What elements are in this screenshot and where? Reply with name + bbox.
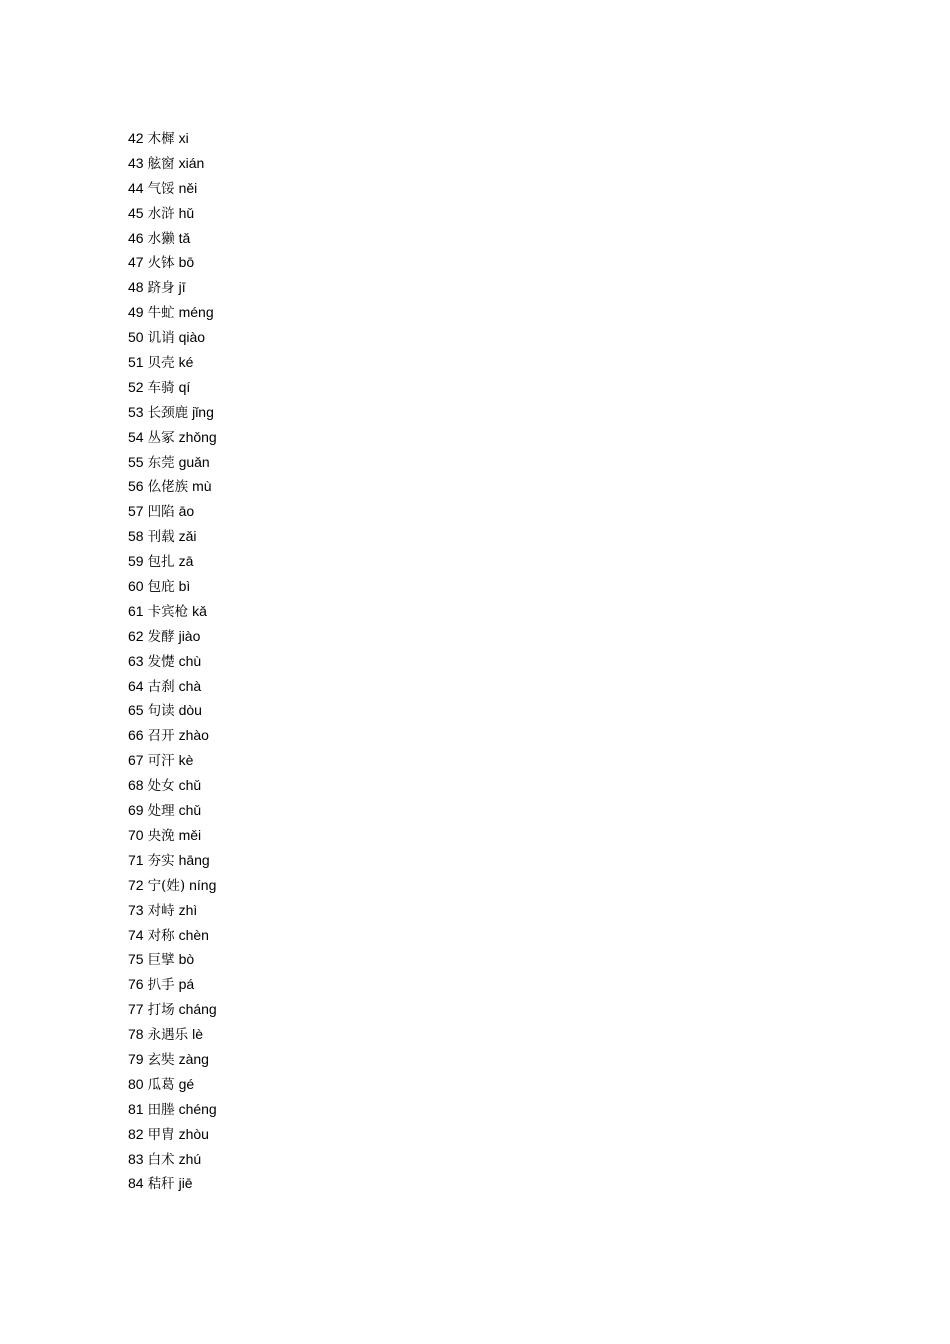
entry-pinyin: qí xyxy=(178,378,191,395)
entry-number: 61 xyxy=(128,602,144,619)
list-item xyxy=(128,947,217,972)
entry-pinyin: zhòu xyxy=(178,1125,209,1142)
entry-word: 包扎 xyxy=(147,554,175,571)
list-item xyxy=(128,201,217,226)
entry-pinyin: chà xyxy=(178,677,202,694)
list-item xyxy=(128,226,217,251)
entry-word: 水獭 xyxy=(147,230,175,247)
entry-number: 57 xyxy=(128,503,144,520)
entry-pinyin: zhì xyxy=(178,901,198,918)
entry-pinyin: jǐng xyxy=(192,403,214,420)
entry-pinyin: chǔ xyxy=(178,802,202,819)
entry-word: 央浼 xyxy=(147,827,175,844)
entry-number: 60 xyxy=(128,578,144,595)
entry-word: 刊载 xyxy=(147,529,175,546)
entry-word: 跻身 xyxy=(147,280,175,297)
entry-word: 召开 xyxy=(147,728,175,745)
entry-pinyin: āo xyxy=(178,503,195,520)
entry-number: 47 xyxy=(128,254,144,271)
entry-pinyin: chèn xyxy=(178,926,209,943)
list-item xyxy=(128,898,217,923)
entry-word: 秸秆 xyxy=(147,1176,175,1193)
entry-pinyin: gé xyxy=(178,1075,195,1092)
entry-word: 包庇 xyxy=(147,579,175,596)
entry-pinyin: cháng xyxy=(178,1001,217,1018)
entry-word: 水浒 xyxy=(147,205,175,222)
entry-word: 木樨 xyxy=(147,131,175,147)
entry-number: 72 xyxy=(128,876,144,893)
list-item xyxy=(128,325,217,350)
entry-pinyin: tǎ xyxy=(178,229,191,246)
entry-word: 处理 xyxy=(147,803,175,820)
entry-number: 44 xyxy=(128,179,144,196)
entry-number: 59 xyxy=(128,553,144,570)
list-item xyxy=(128,1171,217,1196)
entry-number: 70 xyxy=(128,826,144,843)
entry-pinyin: hāng xyxy=(178,851,210,868)
entry-number: 77 xyxy=(128,1001,144,1018)
list-item xyxy=(128,723,217,748)
list-item xyxy=(128,524,217,549)
entry-number: 84 xyxy=(128,1175,144,1192)
entry-number: 64 xyxy=(128,677,144,694)
list-item xyxy=(128,300,217,325)
list-item xyxy=(128,873,217,898)
entry-pinyin: zhào xyxy=(178,727,209,744)
list-item xyxy=(128,499,217,524)
entry-number: 49 xyxy=(128,304,144,321)
entry-word: 巨擘 xyxy=(147,952,175,969)
entry-word: 舷窗 xyxy=(147,155,175,172)
entry-pinyin: bì xyxy=(178,578,191,595)
entry-pinyin: hǔ xyxy=(178,204,195,221)
entry-pinyin: chéng xyxy=(178,1100,217,1117)
list-item xyxy=(128,674,217,699)
entry-number: 55 xyxy=(128,453,144,470)
entry-pinyin: lè xyxy=(192,1026,203,1043)
list-item xyxy=(128,151,217,176)
entry-word: 丛冢 xyxy=(147,429,175,446)
entry-pinyin: mù xyxy=(192,478,212,495)
entry-pinyin: bò xyxy=(178,951,195,968)
entry-word: 火钵 xyxy=(147,255,175,272)
entry-word: 东莞 xyxy=(147,454,175,471)
entry-number: 63 xyxy=(128,652,144,669)
entry-number: 50 xyxy=(128,329,144,346)
entry-word: 发酵 xyxy=(147,628,175,645)
entry-pinyin: zhǒng xyxy=(178,428,217,445)
entry-pinyin: zàng xyxy=(178,1050,209,1067)
entry-pinyin: guǎn xyxy=(178,453,210,470)
list-item xyxy=(128,748,217,773)
list-item xyxy=(128,425,217,450)
list-item xyxy=(128,474,217,499)
entry-number: 79 xyxy=(128,1050,144,1067)
entry-pinyin: xi xyxy=(178,130,189,146)
entry-word: 对峙 xyxy=(147,902,175,919)
entry-pinyin: chù xyxy=(178,652,202,669)
list-item xyxy=(128,450,217,475)
entry-number: 43 xyxy=(128,154,144,171)
list-item xyxy=(128,1047,217,1072)
entry-number: 78 xyxy=(128,1026,144,1043)
list-item xyxy=(128,250,217,275)
entry-number: 56 xyxy=(128,478,144,495)
list-item xyxy=(128,574,217,599)
entry-word: 发憷 xyxy=(147,653,175,670)
list-item xyxy=(128,798,217,823)
entry-word: 可汗 xyxy=(147,753,175,770)
entry-word: 卡宾枪 xyxy=(147,603,189,620)
entry-pinyin: chǔ xyxy=(178,777,202,794)
entry-number: 71 xyxy=(128,851,144,868)
list-item xyxy=(128,698,217,723)
entry-number: 69 xyxy=(128,802,144,819)
entry-number: 83 xyxy=(128,1150,144,1167)
entry-pinyin: níng xyxy=(189,876,217,893)
list-item xyxy=(128,599,217,624)
list-item xyxy=(128,624,217,649)
entry-pinyin: jī xyxy=(178,279,186,296)
entry-word: 处女 xyxy=(147,778,175,795)
entry-number: 68 xyxy=(128,777,144,794)
entry-pinyin: ké xyxy=(178,354,194,371)
entry-word: 瓜葛 xyxy=(147,1076,175,1093)
entry-word: 夯实 xyxy=(147,852,175,869)
list-item xyxy=(128,923,217,948)
entry-number: 52 xyxy=(128,378,144,395)
entry-word: 玄奘 xyxy=(147,1051,175,1068)
entry-number: 48 xyxy=(128,279,144,296)
list-item xyxy=(128,649,217,674)
entry-word: 讥诮 xyxy=(147,330,175,347)
entry-number: 76 xyxy=(128,976,144,993)
entry-number: 67 xyxy=(128,752,144,769)
entry-number: 46 xyxy=(128,229,144,246)
pronunciation-list xyxy=(128,126,217,1196)
list-item xyxy=(128,275,217,300)
entry-pinyin: xián xyxy=(178,154,205,171)
entry-word: 田塍 xyxy=(147,1101,175,1118)
entry-number: 80 xyxy=(128,1075,144,1092)
list-item xyxy=(128,848,217,873)
entry-pinyin: kǎ xyxy=(192,602,207,619)
entry-pinyin: zā xyxy=(178,553,194,570)
entry-pinyin: měi xyxy=(178,826,202,843)
entry-word: 牛虻 xyxy=(147,305,175,322)
entry-pinyin: dòu xyxy=(178,702,202,719)
list-item xyxy=(128,1122,217,1147)
entry-number: 81 xyxy=(128,1100,144,1117)
entry-word: 句读 xyxy=(147,703,175,720)
entry-word: 凹陷 xyxy=(147,504,175,521)
entry-word: 长颈鹿 xyxy=(147,404,189,421)
entry-word: 甲胄 xyxy=(147,1126,175,1143)
list-item xyxy=(128,1097,217,1122)
entry-number: 53 xyxy=(128,403,144,420)
entry-word: 白术 xyxy=(147,1151,175,1168)
entry-pinyin: zǎi xyxy=(178,528,197,545)
entry-number: 42 xyxy=(128,130,144,146)
list-item xyxy=(128,400,217,425)
entry-number: 62 xyxy=(128,627,144,644)
list-item xyxy=(128,773,217,798)
entry-word: 扒手 xyxy=(147,977,175,994)
entry-word: 仫佬族 xyxy=(147,479,189,496)
entry-number: 66 xyxy=(128,727,144,744)
entry-word: 打场 xyxy=(147,1002,175,1019)
entry-number: 73 xyxy=(128,901,144,918)
entry-pinyin: kè xyxy=(178,752,194,769)
entry-number: 65 xyxy=(128,702,144,719)
list-item xyxy=(128,176,217,201)
entry-number: 75 xyxy=(128,951,144,968)
list-item xyxy=(128,1022,217,1047)
entry-number: 45 xyxy=(128,204,144,221)
entry-pinyin: jiào xyxy=(178,627,201,644)
entry-pinyin: qiào xyxy=(178,329,206,346)
list-item xyxy=(128,549,217,574)
entry-word: 永遇乐 xyxy=(147,1027,189,1044)
entry-number: 58 xyxy=(128,528,144,545)
list-item xyxy=(128,972,217,997)
list-item xyxy=(128,375,217,400)
list-item xyxy=(128,997,217,1022)
entry-pinyin: jiē xyxy=(178,1175,193,1192)
entry-pinyin: zhú xyxy=(178,1150,202,1167)
entry-word: 古刹 xyxy=(147,678,175,695)
list-item xyxy=(128,350,217,375)
entry-word: 贝壳 xyxy=(147,355,175,372)
entry-pinyin: méng xyxy=(178,304,214,321)
entry-word: 对称 xyxy=(147,927,175,944)
entry-pinyin: něi xyxy=(178,179,198,196)
entry-word: 气馁 xyxy=(147,180,175,197)
list-item xyxy=(128,1147,217,1172)
list-item xyxy=(128,1072,217,1097)
entry-number: 54 xyxy=(128,428,144,445)
list-item xyxy=(128,823,217,848)
list-item xyxy=(128,126,217,151)
entry-number: 82 xyxy=(128,1125,144,1142)
entry-word: 车骑 xyxy=(147,379,175,396)
entry-pinyin: pá xyxy=(178,976,195,993)
entry-pinyin: bō xyxy=(178,254,195,271)
entry-number: 51 xyxy=(128,354,144,371)
entry-word: 宁(姓) xyxy=(147,877,186,894)
entry-number: 74 xyxy=(128,926,144,943)
